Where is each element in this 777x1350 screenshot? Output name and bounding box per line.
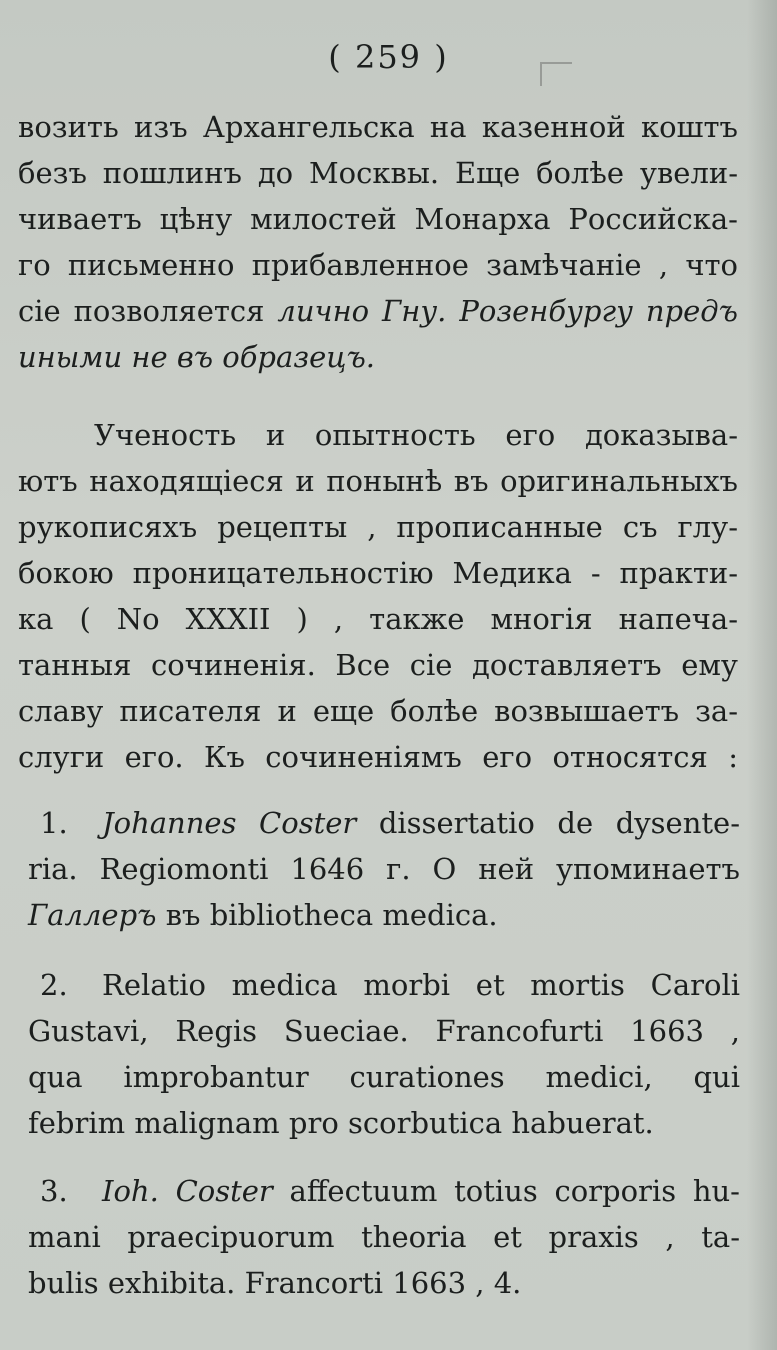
italic-text: Ioh. Coster <box>102 1174 273 1208</box>
text-line <box>28 892 740 938</box>
text-line: febrim malignam pro scorbutica habuerat. <box>28 1106 654 1140</box>
list-item-body <box>28 1168 740 1306</box>
text-fragment: dissertatio de dysente- <box>356 806 740 840</box>
text-line: возить изъ Архангельска на казенной коштъ <box>18 110 738 144</box>
text-line: bulis exhibita. Francorti 1663 , 4. <box>28 1266 522 1300</box>
text-fragment: сіе позволяется <box>18 294 278 328</box>
list-item-number: 3. <box>40 1174 68 1208</box>
text-line: Gustavi, Regis Sueciae. Francofurti 1663 , <box>28 1014 740 1048</box>
list-item-body <box>28 800 740 938</box>
text-line: танныя сочиненія. Все сіе доставляетъ ему <box>18 648 738 682</box>
italic-text: Галлеръ <box>28 898 157 932</box>
list-item-number: 2. <box>40 968 68 1002</box>
text-line: рукописяхъ рецепты , прописанные съ глу- <box>18 510 738 544</box>
italic-text: лично Гну. Розенбургу предъ <box>277 294 738 328</box>
text-fragment: въ bibliotheca medica. <box>156 898 498 932</box>
list-item-body <box>28 962 740 1146</box>
text-line: ria. Regiomonti 1646 г. О ней упоминаетъ <box>28 852 740 886</box>
text-line: слуги его. Къ сочиненіямъ его относятся : <box>18 740 738 774</box>
text-fragment: affectuum totius corporis hu- <box>272 1174 740 1208</box>
text-line <box>102 1168 740 1214</box>
text-line: mani praecipuorum theoria et praxis , ta- <box>28 1220 740 1254</box>
text-line: ка ( No XXXII ) , также многія напеча- <box>18 602 738 636</box>
italic-text: Johannes Coster <box>102 806 357 840</box>
text-line: славу писателя и еще болѣе возвышаетъ за- <box>18 694 738 728</box>
text-line: бокою проницательностію Медика - практи- <box>18 556 738 590</box>
paragraph-2 <box>18 412 738 780</box>
text-line: чиваетъ цѣну милостей Монарха Российска- <box>18 202 738 236</box>
text-line <box>18 288 738 334</box>
text-line: Ученость и опытность его доказыва- <box>94 418 738 452</box>
page-number: ( 259 ) <box>328 38 449 76</box>
text-line: иными не въ образецъ. <box>18 340 376 374</box>
text-line <box>102 800 740 846</box>
text-line: Relatio medica morbi et mortis Caroli <box>102 968 740 1002</box>
text-line: ютъ находящіеся и понынѣ въ оригинальныхъ <box>18 464 738 498</box>
text-line: qua improbantur curationes medici, qui <box>28 1060 740 1094</box>
paragraph-1 <box>18 104 738 380</box>
text-line: безъ пошлинъ до Москвы. Еще болѣе увели- <box>18 156 738 190</box>
list-item-number: 1. <box>40 806 68 840</box>
page-edge-shadow <box>747 0 777 1350</box>
text-line: го письменно прибавленное замѣчаніе , что <box>18 248 738 282</box>
